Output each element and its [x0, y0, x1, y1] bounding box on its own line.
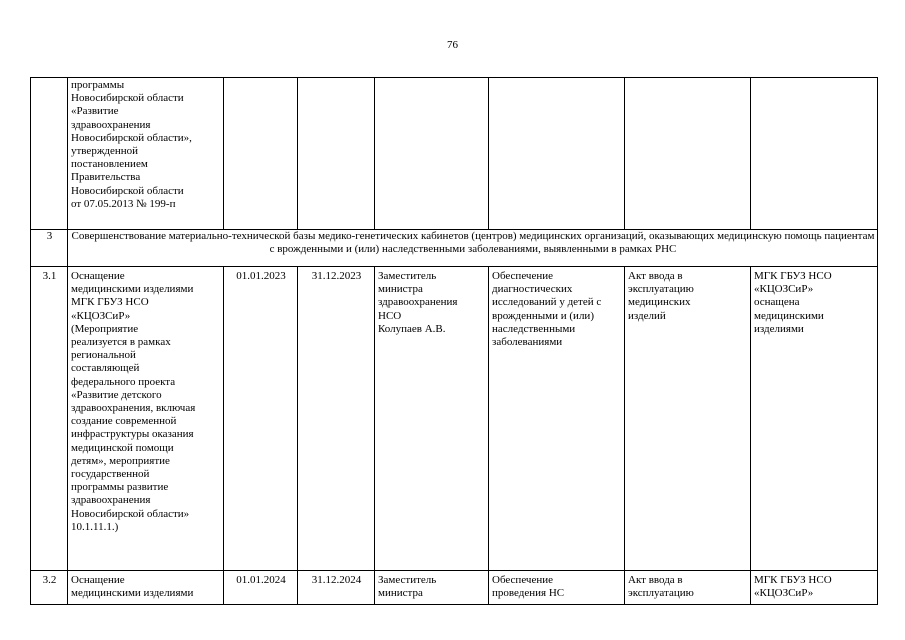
responsible-cell: Заместитель министра здравоохранения НСО Колупаев А.В.	[375, 267, 489, 571]
section-row	[31, 230, 878, 267]
table-row	[31, 571, 878, 605]
result-cell: Обеспечение диагностических исследований у детей с врожденными и (или) наследственными заболеваниями	[489, 267, 625, 571]
table-row-continued	[31, 78, 878, 230]
document-cell: Акт ввода в эксплуатацию	[625, 571, 751, 605]
responsible-cell: Заместитель министра	[375, 571, 489, 605]
end-date-cell	[298, 78, 375, 230]
end-date-cell: 31.12.2023	[298, 267, 375, 571]
result-cell	[489, 78, 625, 230]
indicator-cell: МГК ГБУЗ НСО «КЦОЗСиР»	[751, 571, 878, 605]
action-plan-table	[30, 77, 878, 605]
start-date-cell: 01.01.2023	[224, 267, 298, 571]
section-title-cell: Совершенствование материально-технической базы медико-генетических кабинетов (центров) медицинских организаций, оказывающих медицинскую помощь пациентам с врожденными и (или) наследственными заболеваниями, выявленными в рамках РНС	[68, 230, 878, 267]
measure-cell: Оснащение медицинскими изделиями МГК ГБУЗ НСО «КЦОЗСиР» (Мероприятие реализуется в рамках региональной составляющей федерального проекта «Развитие детского здравоохранения, включая создание современной инфраструктуры оказания медицинской помощи детям», мероприятие государственной программы развитие здравоохранения Новосибирской области» 10.1.11.1.)	[68, 267, 224, 571]
section-number-cell: 3	[31, 230, 68, 267]
result-cell: Обеспечение проведения НС	[489, 571, 625, 605]
start-date-cell	[224, 78, 298, 230]
responsible-cell	[375, 78, 489, 230]
measure-cell: программы Новосибирской области «Развитие здравоохранения Новосибирской области», утвержденной постановлением Правительства Новосибирской области от 07.05.2013 № 199-п	[68, 78, 224, 230]
document-cell: Акт ввода в эксплуатацию медицинских изделий	[625, 267, 751, 571]
row-number-cell	[31, 78, 68, 230]
indicator-cell	[751, 78, 878, 230]
indicator-cell: МГК ГБУЗ НСО «КЦОЗСиР» оснащена медицинскими изделиями	[751, 267, 878, 571]
end-date-cell: 31.12.2024	[298, 571, 375, 605]
row-number-cell: 3.2	[31, 571, 68, 605]
start-date-cell: 01.01.2024	[224, 571, 298, 605]
page-number: 76	[447, 39, 458, 51]
measure-cell: Оснащение медицинскими изделиями	[68, 571, 224, 605]
document-cell	[625, 78, 751, 230]
row-number-cell: 3.1	[31, 267, 68, 571]
table-row	[31, 267, 878, 571]
